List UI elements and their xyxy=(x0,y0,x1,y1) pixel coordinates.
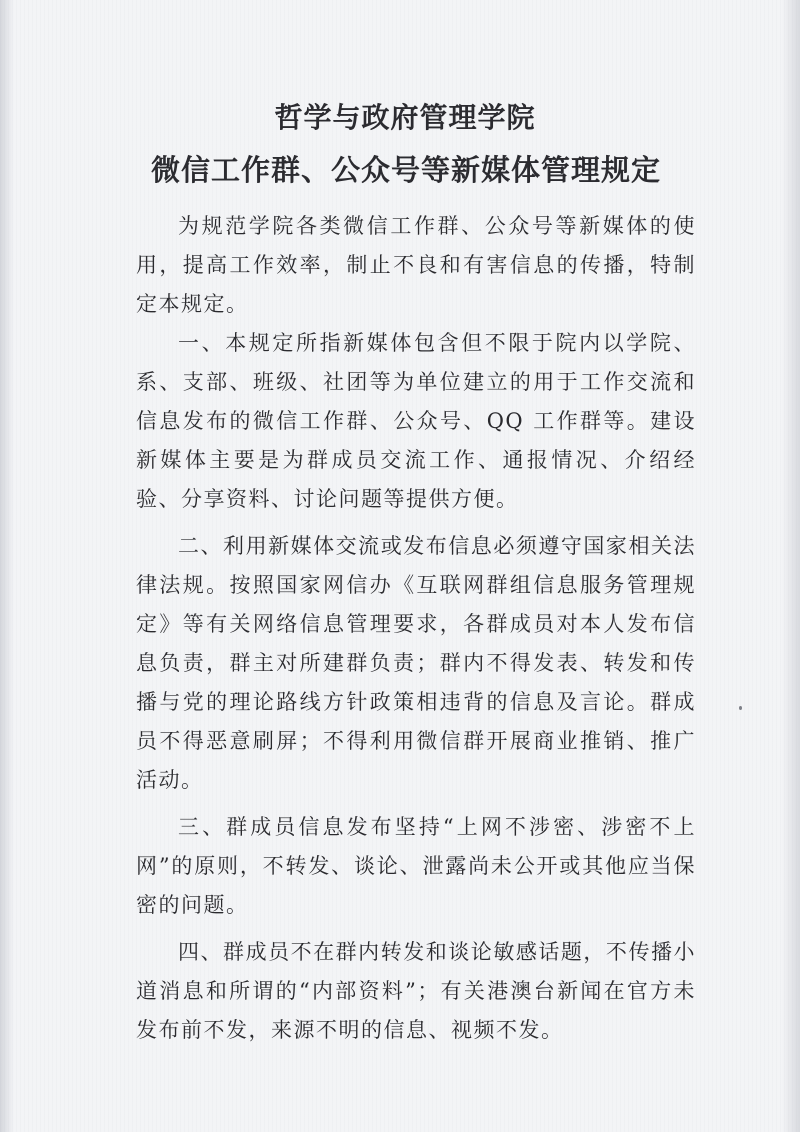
paragraph-article-3: 三、群成员信息发布坚持“上网不涉密、涉密不上网”的原则，不转发、谈论、泄露尚未公开或其他应当保密的问题。 xyxy=(136,815,696,917)
paragraph-intro: 为规范学院各类微信工作群、公众号等新媒体的使用，提高工作效率，制止不良和有害信息的传播，特制定本规定。 xyxy=(136,214,696,316)
paragraph-article-4: 四、群成员不在群内转发和谈论敏感话题，不传播小道消息和所谓的“内部资料”；有关港澳台新闻在官方未发布前不发，来源不明的信息、视频不发。 xyxy=(136,940,696,1042)
scan-speck xyxy=(739,706,742,710)
document-body xyxy=(136,207,696,1050)
paragraph-article-2: 二、利用新媒体交流或发布信息必须遵守国家相关法律法规。按照国家网信办《互联网群组信息服务管理规定》等有关网络信息管理要求，各群成员对本人发布信息负责，群主对所建群负责；群内不得发表、转发和传播与党的理论路线方针政策相违背的信息及言论。群成员不得恶意刷屏；不得利用微信群开展商业推销、推广活动。 xyxy=(136,534,696,792)
paragraph-article-1: 一、本规定所指新媒体包含但不限于院内以学院、系、支部、班级、社团等为单位建立的用于工作交流和信息发布的微信工作群、公众号、QQ 工作群等。建设新媒体主要是为群成员交流工作、通报情况、介绍经验、分享资料、讨论问题等提供方便。 xyxy=(136,331,696,511)
document-title-line-1: 哲学与政府管理学院 xyxy=(274,101,536,134)
document-title-line-2: 微信工作群、公众号等新媒体管理规定 xyxy=(150,153,661,187)
